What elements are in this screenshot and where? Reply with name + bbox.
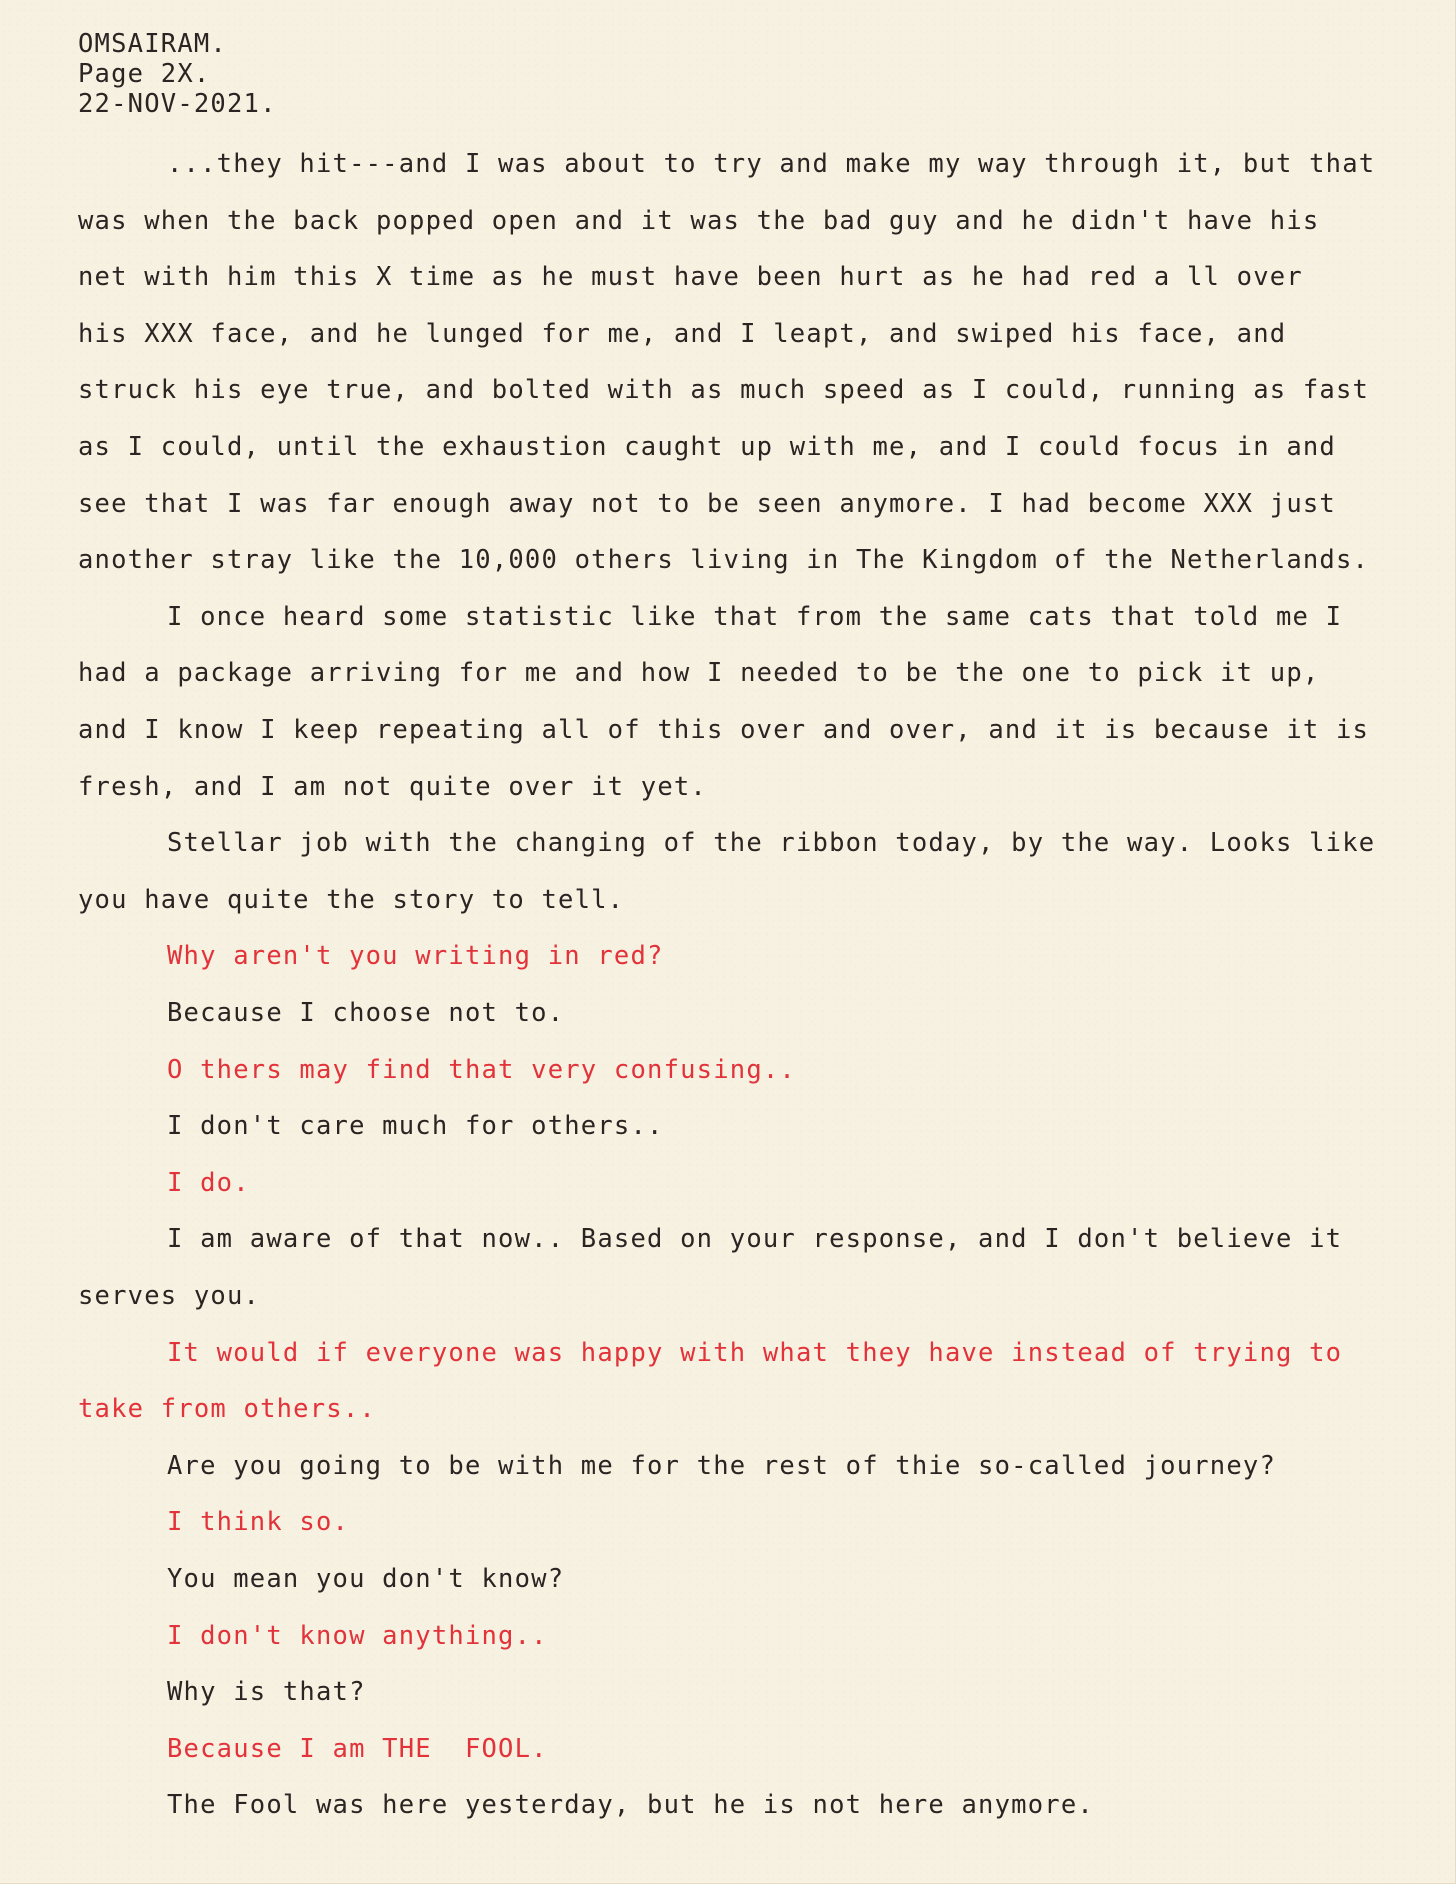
- text-line: struck his eye true, and bolted with as much speed as I could, running as fast: [78, 375, 1370, 406]
- text-line: I once heard some statistic like that from the same cats that told me I: [167, 601, 1343, 632]
- red-text-line: I don't know anything..: [167, 1620, 548, 1651]
- red-text-line: O thers may find that very confusing..: [167, 1054, 796, 1085]
- text-line: serves you.: [78, 1281, 261, 1311]
- text-line: and I know I keep repeating all of this over and over, and it is because it is: [78, 715, 1370, 745]
- text-line: You mean you don't know?: [167, 1564, 565, 1594]
- text-line: had a package arriving for me and how I needed to be the one to pick it up,: [78, 658, 1320, 689]
- text-line: was when the back popped open and it was the bad guy and he didn't have his: [78, 205, 1320, 236]
- red-text-line: take from others..: [78, 1394, 376, 1425]
- text-line: Because I choose not to.: [167, 998, 565, 1028]
- text-line: net with him this X time as he must have been hurt as he had red a ll over: [78, 262, 1303, 293]
- text-line: Are you going to be with me for the rest of thie so-called journey?: [167, 1450, 1277, 1481]
- text-line: fresh, and I am not quite over it yet.: [78, 771, 707, 802]
- text-line: ...they hit---and I was about to try and make my way through it, but that: [167, 149, 1376, 179]
- text-line: Stellar job with the changing of the ribbon today, by the way. Looks like: [167, 828, 1376, 859]
- text-line: as I could, until the exhaustion caught up with me, and I could focus in and: [78, 432, 1336, 462]
- text-line: I am aware of that now.. Based on your response, and I don't believe it: [167, 1224, 1343, 1255]
- text-line: Why is that?: [167, 1677, 366, 1708]
- red-text-line: Because I am THE FOOL.: [167, 1733, 548, 1764]
- red-text-line: I do.: [167, 1167, 250, 1198]
- text-line: you have quite the story to tell.: [78, 884, 625, 915]
- text-line: The Fool was here yesterday, but he is not here anymore.: [167, 1790, 1094, 1821]
- red-text-line: Why aren't you writing in red?: [167, 941, 664, 972]
- red-text-line: It would if everyone was happy with what they have instead of trying to: [167, 1337, 1343, 1368]
- text-line: see that I was far enough away not to be seen anymore. I had become XXX just: [78, 488, 1336, 519]
- header-title: OMSAIRAM.: [78, 29, 227, 59]
- header-date: 22-NOV-2021.: [78, 89, 277, 119]
- red-text-line: I think so.: [167, 1507, 350, 1538]
- header-page-number: Page 2X.: [78, 59, 211, 89]
- text-line: another stray like the 10,000 others living in The Kingdom of the Netherlands.: [78, 545, 1370, 576]
- text-line: his XXX face, and he lunged for me, and I leapt, and swiped his face, and: [78, 318, 1287, 349]
- text-line: I don't care much for others..: [167, 1111, 664, 1142]
